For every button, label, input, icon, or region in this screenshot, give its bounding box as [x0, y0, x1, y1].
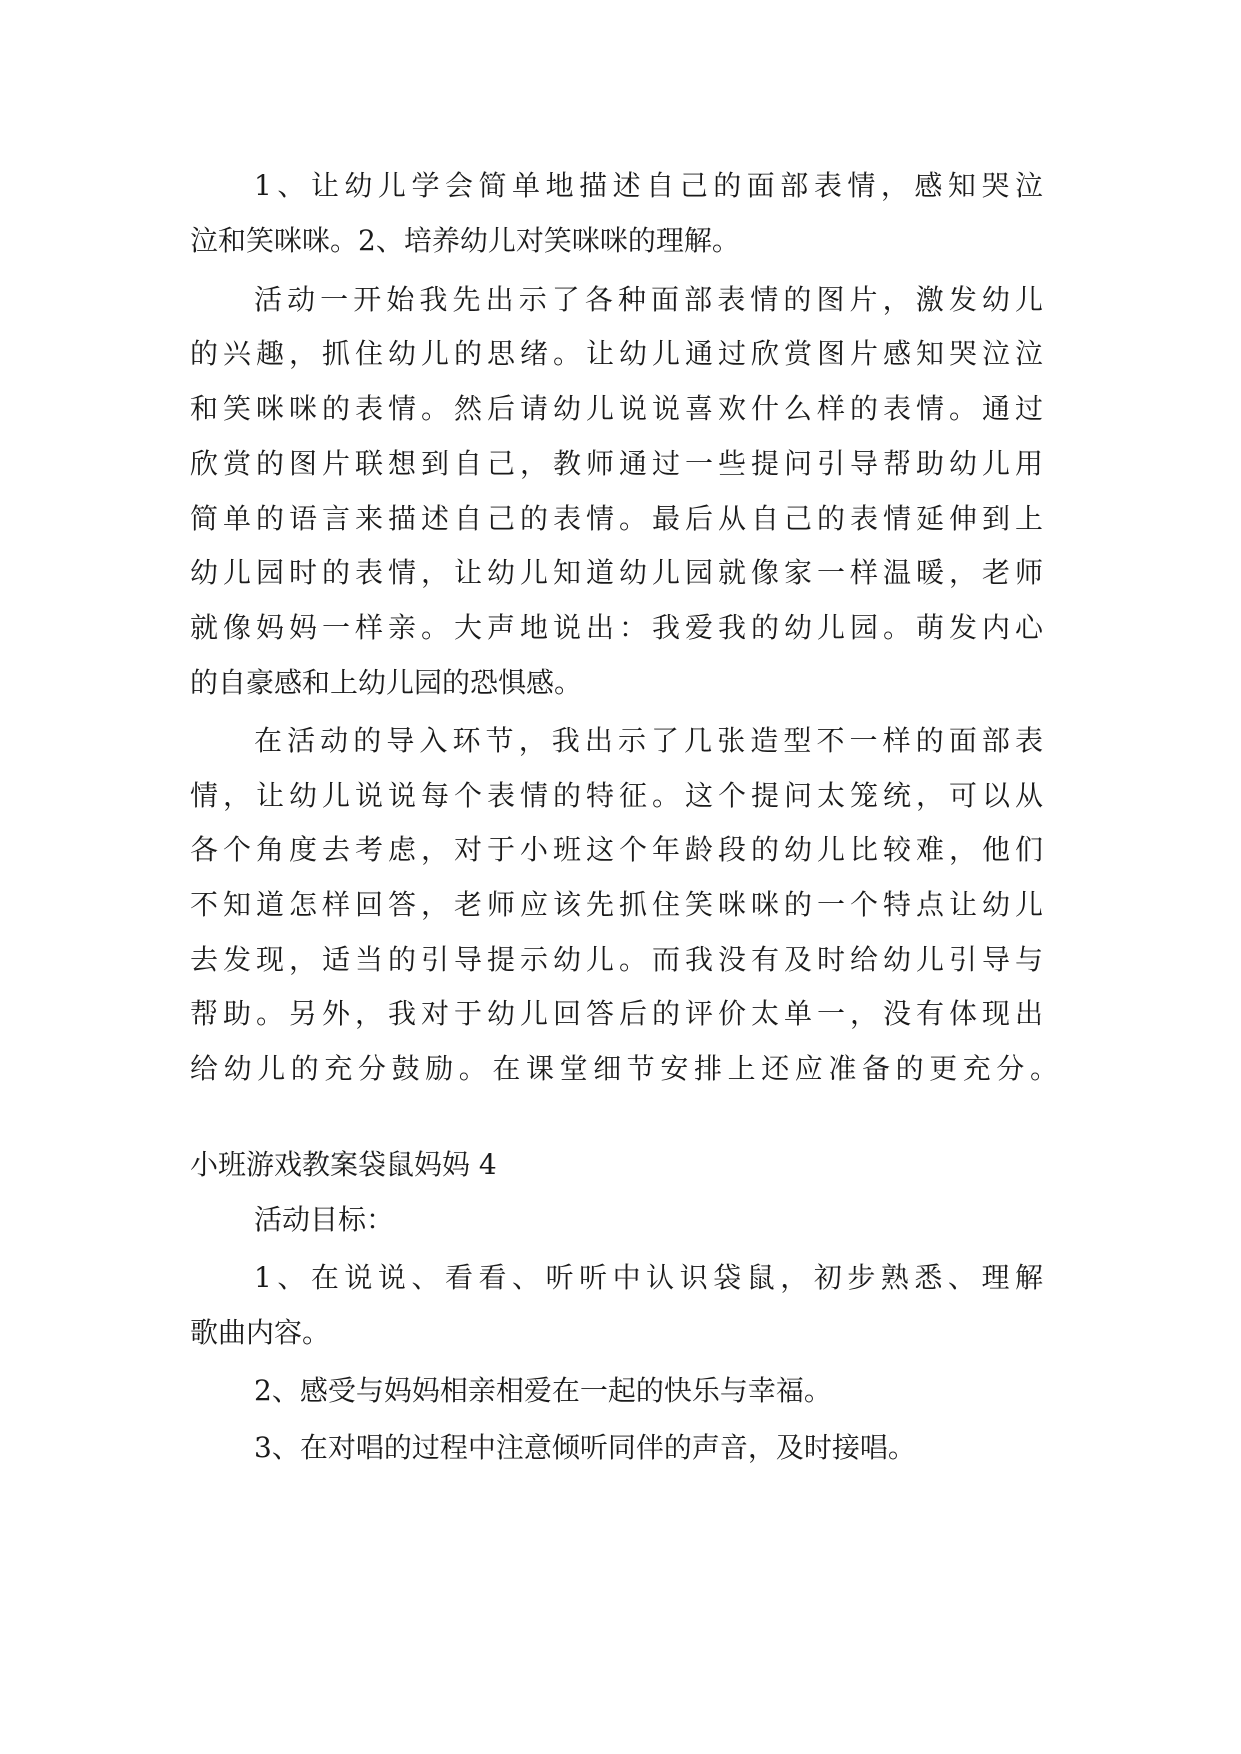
paragraph-2-line-1: 活动一开始我先出示了各种面部表情的图片，激发幼儿 [254, 283, 1043, 316]
paragraph-1-line-1: 1、让幼儿学会简单地描述自己的面部表情，感知哭泣 [254, 169, 1043, 202]
paragraph-3-line-6: 帮助。另外，我对于幼儿回答后的评价太单一，没有体现出 [190, 997, 1043, 1030]
objective-1-line-2: 歌曲内容。 [190, 1316, 331, 1349]
section-title: 小班游戏教案袋鼠妈妈 4 [190, 1148, 497, 1181]
paragraph-3-line-3: 各个角度去考虑，对于小班这个年龄段的幼儿比较难，他们 [190, 833, 1043, 866]
paragraph-2-line-8: 的自豪感和上幼儿园的恐惧感。 [190, 666, 583, 699]
paragraph-3-line-2: 情，让幼儿说说每个表情的特征。这个提问太笼统，可以从 [190, 779, 1043, 812]
paragraph-2-line-6: 幼儿园时的表情，让幼儿知道幼儿园就像家一样温暖，老师 [190, 556, 1043, 589]
objective-3: 3、在对唱的过程中注意倾听同伴的声音，及时接唱。 [254, 1431, 916, 1464]
paragraph-2-line-4: 欣赏的图片联想到自己，教师通过一些提问引导帮助幼儿用 [190, 447, 1043, 480]
paragraph-3-line-1: 在活动的导入环节，我出示了几张造型不一样的面部表 [254, 724, 1043, 757]
paragraph-3-line-5: 去发现，适当的引导提示幼儿。而我没有及时给幼儿引导与 [190, 943, 1043, 976]
paragraph-2-line-5: 简单的语言来描述自己的表情。最后从自己的表情延伸到上 [190, 502, 1043, 535]
objective-1-line-1: 1、在说说、看看、听听中认识袋鼠，初步熟悉、理解 [254, 1261, 1043, 1294]
objectives-label: 活动目标： [254, 1203, 395, 1236]
paragraph-2-line-3: 和笑咪咪的表情。然后请幼儿说说喜欢什么样的表情。通过 [190, 392, 1043, 425]
objective-2: 2、感受与妈妈相亲相爱在一起的快乐与幸福。 [254, 1374, 832, 1407]
paragraph-3-line-4: 不知道怎样回答，老师应该先抓住笑咪咪的一个特点让幼儿 [190, 888, 1043, 921]
paragraph-3-line-7: 给幼儿的充分鼓励。在课堂细节安排上还应准备的更充分。 [190, 1052, 1058, 1085]
paragraph-1-line-2: 泣和笑咪咪。2、培养幼儿对笑咪咪的理解。 [190, 224, 740, 257]
paragraph-2-line-2: 的兴趣，抓住幼儿的思绪。让幼儿通过欣赏图片感知哭泣泣 [190, 337, 1043, 370]
paragraph-2-line-7: 就像妈妈一样亲。大声地说出：我爱我的幼儿园。萌发内心 [190, 611, 1043, 644]
